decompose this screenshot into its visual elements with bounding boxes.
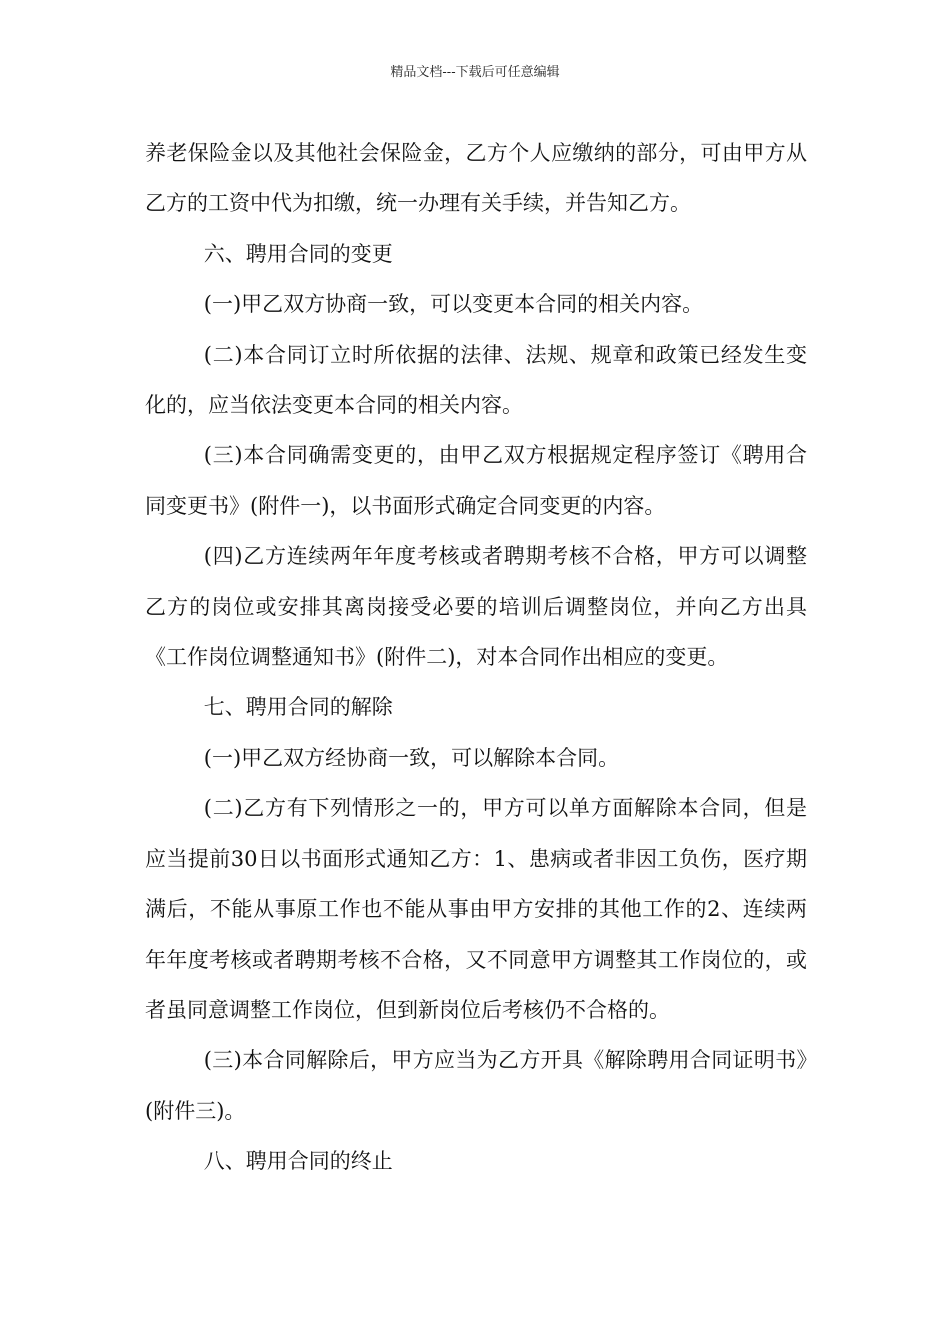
paragraph: (二)本合同订立时所依据的法律、法规、规章和政策已经发生变化的，应当依法变更本合同的相关内容。 xyxy=(145,342,807,418)
paragraph: (三)本合同确需变更的，由甲乙双方根据规定程序签订《聘用合同变更书》(附件一)，以书面形式确定合同变更的内容。 xyxy=(145,443,807,518)
paragraph: (二)乙方有下列情形之一的，甲方可以单方面解除本合同，但是应当提前30日以书面形式通知乙方：1、患病或者非因工负伤，医疗期满后，不能从事原工作也不能从事由甲方安排的其他工作的2、连续两年年度考核或者聘期考核不合格，又不同意甲方调整其工作岗位的，或者虽同意调整工作岗位，但到新岗位后考核仍不合格的。 xyxy=(145,796,807,1022)
paragraph-continuation: 养老保险金以及其他社会保险金，乙方个人应缴纳的部分，可由甲方从乙方的工资中代为扣缴，统一办理有关手续，并告知乙方。 xyxy=(145,141,807,216)
paragraph: (四)乙方连续两年年度考核或者聘期考核不合格，甲方可以调整乙方的岗位或安排其离岗接受必要的培训后调整岗位，并向乙方出具《工作岗位调整通知书》(附件二)，对本合同作出相应的变更。 xyxy=(145,544,807,670)
page-header: 精品文档---下载后可任意编辑 xyxy=(390,65,560,80)
paragraph: (三)本合同解除后，甲方应当为乙方开具《解除聘用合同证明书》(附件三)。 xyxy=(145,1048,807,1123)
section-heading-7: 七、聘用合同的解除 xyxy=(203,695,393,720)
document-body xyxy=(145,128,807,1187)
section-heading-8: 八、聘用合同的终止 xyxy=(203,1149,393,1174)
paragraph: (一)甲乙双方经协商一致，可以解除本合同。 xyxy=(203,745,620,770)
paragraph: (一)甲乙双方协商一致，可以变更本合同的相关内容。 xyxy=(203,292,704,317)
section-heading-6: 六、聘用合同的变更 xyxy=(203,241,393,266)
